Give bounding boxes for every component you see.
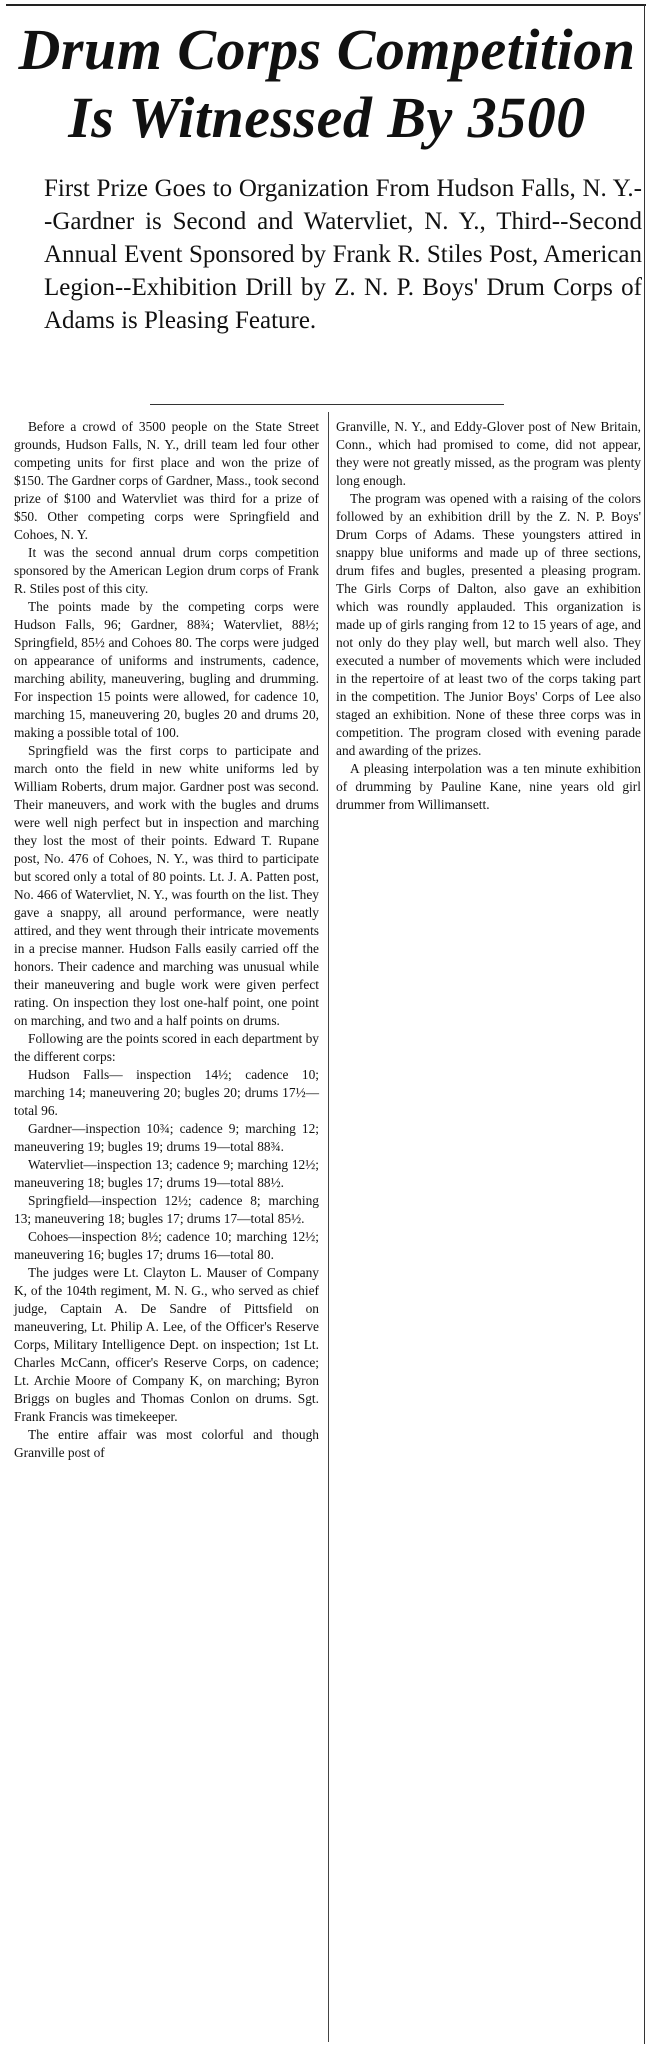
paragraph-crowd: Before a crowd of 3500 people on the State Street grounds, Hudson Falls, N. Y., drill team led four other competing units for first place and won the prize of $150. The Gardner corps of Gardner, Mass., took second prize of $100 and Watervliet was third for a prize of $50. Other competing corps were Springfield and Cohoes, N. Y.: [14, 419, 319, 542]
top-rule: [6, 4, 646, 6]
paragraph-program: The program was opened with a raising of the colors followed by an exhibition drill by the Z. N. P. Boys' Drum Corps of Adams. These youngsters attired in snappy blue uniforms and made up of three sections, drum fifes and bugles, presented a pleasing program. The Girls Corps of Dalton, also gave an exhibition which was roundly applauded. This organization is made up of girls ranging from 12 to 15 years of age, and not only do they play well, but march well also. They executed a number of movements which were included in the repertoire of at least two of the corps taking part in the competition. The Junior Boys' Corps of Lee also staged an exhibition. None of these three corps was in competition. The program closed with evening parade and awarding of the prizes.: [336, 491, 641, 758]
score-cohoes: Cohoes—inspection 8½; cadence 10; marching 12½; maneuvering 16; bugles 17; drums 16—total 80.: [14, 1229, 319, 1262]
paragraph-interpolation: A pleasing interpolation was a ten minute exhibition of drumming by Pauline Kane, nine years old girl drummer from Willimansett.: [336, 761, 641, 812]
paragraph-annual: It was the second annual drum corps competition sponsored by the American Legion drum corps of Frank R. Stiles post of this city.: [14, 545, 319, 596]
paragraph-colorful: The entire affair was most colorful and though Granville post of: [14, 1427, 319, 1460]
paragraph-granville: Granville, N. Y., and Eddy-Glover post of New Britain, Conn., which had promised to come, did not appear, they were not greatly missed, as the program was plenty long enough.: [336, 419, 641, 488]
score-gardner: Gardner—inspection 10¾; cadence 9; marching 12; maneuvering 19; bugles 19; drums 19—total 88¾.: [14, 1121, 319, 1154]
right-edge-rule: [644, 4, 645, 2044]
paragraph-springfield: Springfield was the first corps to participate and march onto the field in new white uniforms led by William Roberts, drum major. Gardner post was second. Their maneuvers, and work with the bugles and drums were well nigh perfect but in inspection and marching they lost the most of their points. Edward T. Rupane post, No. 476 of Cohoes, N. Y., was third to participate but scored only a total of 80 points. Lt. J. A. Patten post, No. 466 of Watervliet, N. Y., was fourth on the list. They gave a snappy, all around performance, were neatly attired, and they went through their intricate movements in a precise manner. Hudson Falls easily carried off the honors. Their cadence and marching was unusual while their maneuvering and bugle work were given perfect rating. On inspection they lost one-half point, one point on marching, and two and a half points on drums.: [14, 743, 319, 1028]
subheadline-deck: First Prize Goes to Organization From Hudson Falls, N. Y.--Gardner is Second and Watervliet, N. Y., Third--Second Annual Event Sponsored by Frank R. Stiles Post, American Legion--Exhibition Drill by Z. N. P. Boys' Drum Corps of Adams is Pleasing Feature.: [44, 175, 642, 334]
left-column: [14, 418, 319, 1462]
deck-divider: [150, 404, 504, 405]
paragraph-points: The points made by the competing corps were Hudson Falls, 96; Gardner, 88¾; Watervliet, 88½; Springfield, 85½ and Cohoes 80. The corps were judged on appearance of uniforms and instruments, cadence, marching ability, maneuvering, bugling and drumming. For inspection 15 points were allowed, for cadence 10, marching 15, maneuvering 20, bugles 20 and drums 20, making a possible total of 100.: [14, 599, 319, 740]
score-springfield: Springfield—inspection 12½; cadence 8; marching 13; maneuvering 18; bugles 17; drums 17—total 85½.: [14, 1193, 319, 1226]
paragraph-following: Following are the points scored in each department by the different corps:: [14, 1031, 319, 1064]
headline-line-2: Is Witnessed By 3500: [68, 85, 586, 150]
score-hudson-falls: Hudson Falls— inspection 14½; cadence 10; marching 14; maneuvering 20; bugles 20; drums 17½—total 96.: [14, 1067, 319, 1118]
column-divider: [328, 412, 329, 2042]
score-watervliet: Watervliet—inspection 13; cadence 9; marching 12½; maneuvering 18; bugles 17; drums 19—total 88½.: [14, 1157, 319, 1190]
right-column: [336, 418, 641, 814]
paragraph-judges: The judges were Lt. Clayton L. Mauser of Company K, of the 104th regiment, M. N. G., who served as chief judge, Captain A. De Sandre of Pittsfield on maneuvering, Lt. Philip A. Lee, of the Officer's Reserve Corps, Military Intelligence Dept. on inspection; 1st Lt. Charles McCann, officer's Reserve Corps, on cadence; Lt. Archie Moore of Company K, on marching; Byron Briggs on bugles and Thomas Conlon on drums. Sgt. Frank Francis was timekeeper.: [14, 1265, 319, 1424]
headline-line-1: Drum Corps Competition: [18, 17, 636, 82]
